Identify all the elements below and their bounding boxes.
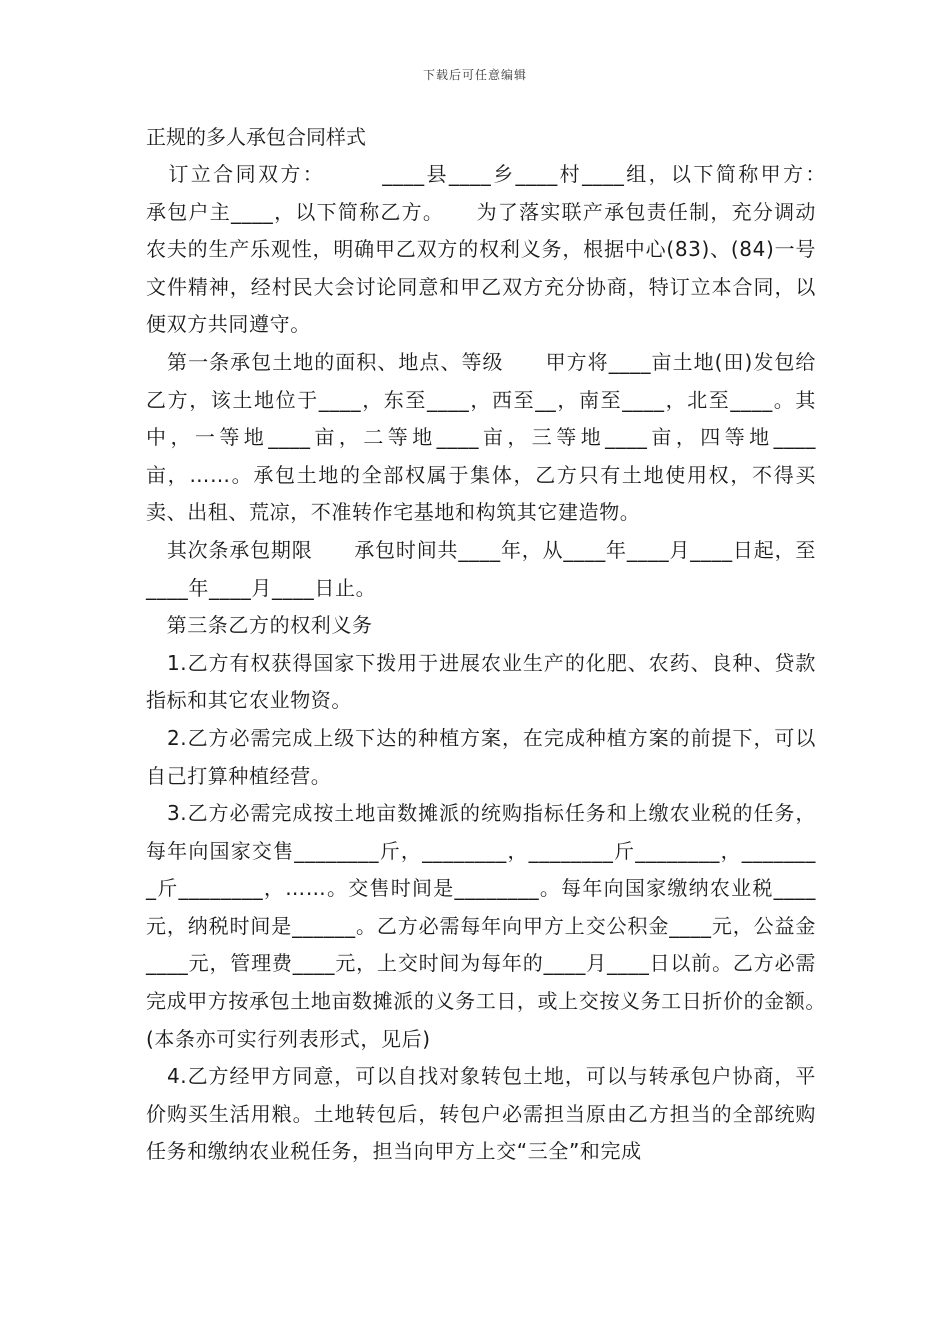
- header-watermark: 下载后可任意编辑: [422, 68, 527, 82]
- paragraph-parties: 订立合同双方： ____县____乡____村____组，以下简称甲方： 承包户主____，以下简称乙方。 为了落实联产承包责任制，充分调动农夫的生产乐观性，明确甲乙双方的权利义务，根据中心(83)、(84)一号文件精神，经村民大会讨论同意和甲乙双方充分协商，特订立本合同，以便双方共同遵守。: [146, 162, 858, 337]
- document-title: 正规的多人承包合同样式: [146, 125, 366, 149]
- paragraph-article-2: 其次条承包期限 承包时间共____年，从____年____月____日起，至____年____月____日止。: [146, 537, 816, 600]
- paragraph-article-3-heading: 第三条乙方的权利义务: [146, 613, 373, 638]
- paragraph-article-3-item-4: 4.乙方经甲方同意，可以自找对象转包土地，可以与转承包户协商，平价购买生活用粮。土地转包后，转包户必需担当原由乙方担当的全部统购任务和缴纳农业税任务，担当向甲方上交“三全”和完成: [146, 1064, 816, 1164]
- document-body: [146, 118, 858, 1171]
- paragraph-article-1: 第一条承包土地的面积、地点、等级 甲方将____亩土地(田)发包给乙方，该土地位于____，东至____，西至__，南至____，北至____。其中，一等地____亩，二等地____亩，三等地____亩，四等地____亩，……。承包土地的全部权属于集体，乙方只有土地使用权，不得买卖、出租、荒凉，不准转作宅基地和构筑其它建造物。: [146, 349, 816, 525]
- paragraph-article-3-item-2: 2.乙方必需完成上级下达的种植方案，在完成种植方案的前提下，可以自己打算种植经营。: [146, 725, 816, 788]
- paragraph-article-3-item-3: 3.乙方必需完成按土地亩数摊派的统购指标任务和上缴农业税的任务，每年向国家交售________斤，________，________斤________，________斤________，……。交售时间是________。每年向国家缴纳农业税____元，纳税时间是______。乙方必需每年向甲方上交公积金____元，公益金____元，管理费____元，上交时间为每年的____月____日以前。乙方必需完成甲方按承包土地亩数摊派的义务工日，或上交按义务工日折价的金额。 (本条亦可实行列表形式，见后): [146, 801, 858, 1051]
- paragraph-article-3-item-1: 1.乙方有权获得国家下拨用于进展农业生产的化肥、农药、良种、贷款指标和其它农业物资。: [146, 650, 816, 713]
